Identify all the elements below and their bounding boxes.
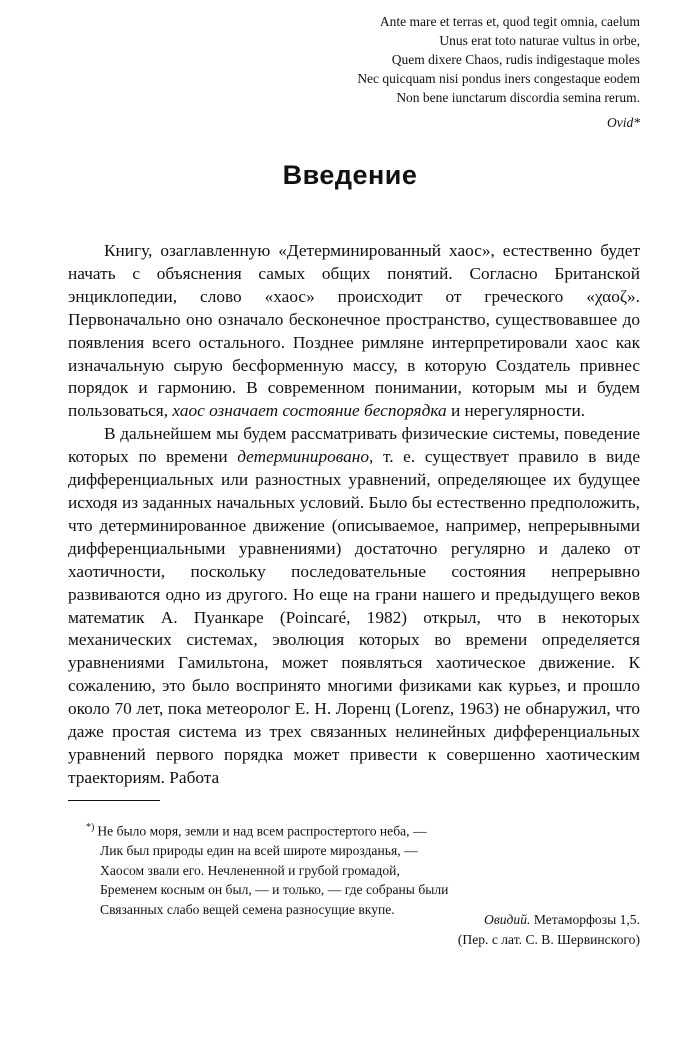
translation-credit: (Пер. с лат. С. В. Шервинского) [457,932,640,947]
chapter-heading: Введение [282,160,418,190]
footnote-divider [68,800,160,801]
footnote-line: Бременем косным он был, — и только, — где собраны были [100,882,449,898]
epigraph [357,12,640,132]
epigraph-line: Ante mare et terras et, quod tegit omnia, caelum [379,14,640,29]
epigraph-author: Ovid* [607,115,640,130]
source-author: Овидий. [484,912,531,927]
epigraph-line: Nec quicquam nisi pondus iners congestaque eodem [357,71,640,86]
footnote-source [458,910,640,950]
source-citation [458,910,640,930]
source-title: Метаморфозы 1,5. [530,912,640,927]
paragraph [68,240,640,423]
body-text [68,240,640,790]
epigraph-line: Quem dixere Chaos, rudis indigestaque moles [391,52,640,67]
footnote-line: Хаосом звали его. Нечлененной и грубой громадой, [100,862,400,878]
footnote-line [86,818,448,841]
paragraph [68,423,640,790]
paragraph-text: и нерегулярности. [446,401,586,421]
footnote-line-text: Не было моря, земли и над всем распростертого неба, — [97,823,427,839]
emphasis-text: детерминировано [237,447,369,467]
footnote-line: Связанных слабо вещей семена разносущие вкупе. [100,901,395,917]
paragraph-text: Книгу, озаглавленную «Детерминированный хаос», естественно будет начать с объяснения самых общих понятий. Согласно Британской энциклопедии, слово «хаос» происходит от греческого «χαοζ». Первоначально оно означало бесконечное пространство, существовавшее до появления всего остального. Позднее римляне интерпретировали хаос как изначальную сырую бесформенную массу, в которую Создатель привнес порядок и гармонию. В современном понимании, которым мы и будем пользоваться, [68,241,640,421]
paragraph-text: В дальнейшем мы будем рассматривать физические системы, поведение которых по времени [68,424,640,467]
epigraph-line: Unus erat toto naturae vultus in orbe, [439,33,640,48]
paragraph-text: , т. е. существует правило в виде дифференциальных или разностных уравнений, определяющее их будущее исходя из заданных начальных условий. Было бы естественно предположить, что детерминированное движение (описываемое, например, непрерывными дифференциальными уравнениями) достаточно регулярно и далеко от хаотичности, поскольку последовательные состояния непрерывно развиваются одно из другого. Но еще на грани нашего и предыдущего веков математик А. Пуанкаре (Poincaré, 1982) открыл, что в некоторых механических системах, эволюция которых во времени определяется уравнениями Гамильтона, может появляться хаотическое движение. К сожалению, это было воспринято многими физиками как курьез, и прошло около 70 лет, пока метеоролог Е. Н. Лоренц (Lorenz, 1963) не обнаружил, что даже простая система из трех связанных нелинейных дифференциальных уравнений первого порядка может привести к совершенно хаотическим траекториям. Работа [68,447,640,787]
footnote [86,818,449,919]
footnote-line: Лик был природы един на всей широте мирозданья, — [100,843,418,859]
emphasis-text: хаос означает состояние беспорядка [172,401,447,421]
footnote-marker: *) [86,822,95,833]
epigraph-line: Non bene iunctarum discordia semina rerum. [396,90,640,105]
